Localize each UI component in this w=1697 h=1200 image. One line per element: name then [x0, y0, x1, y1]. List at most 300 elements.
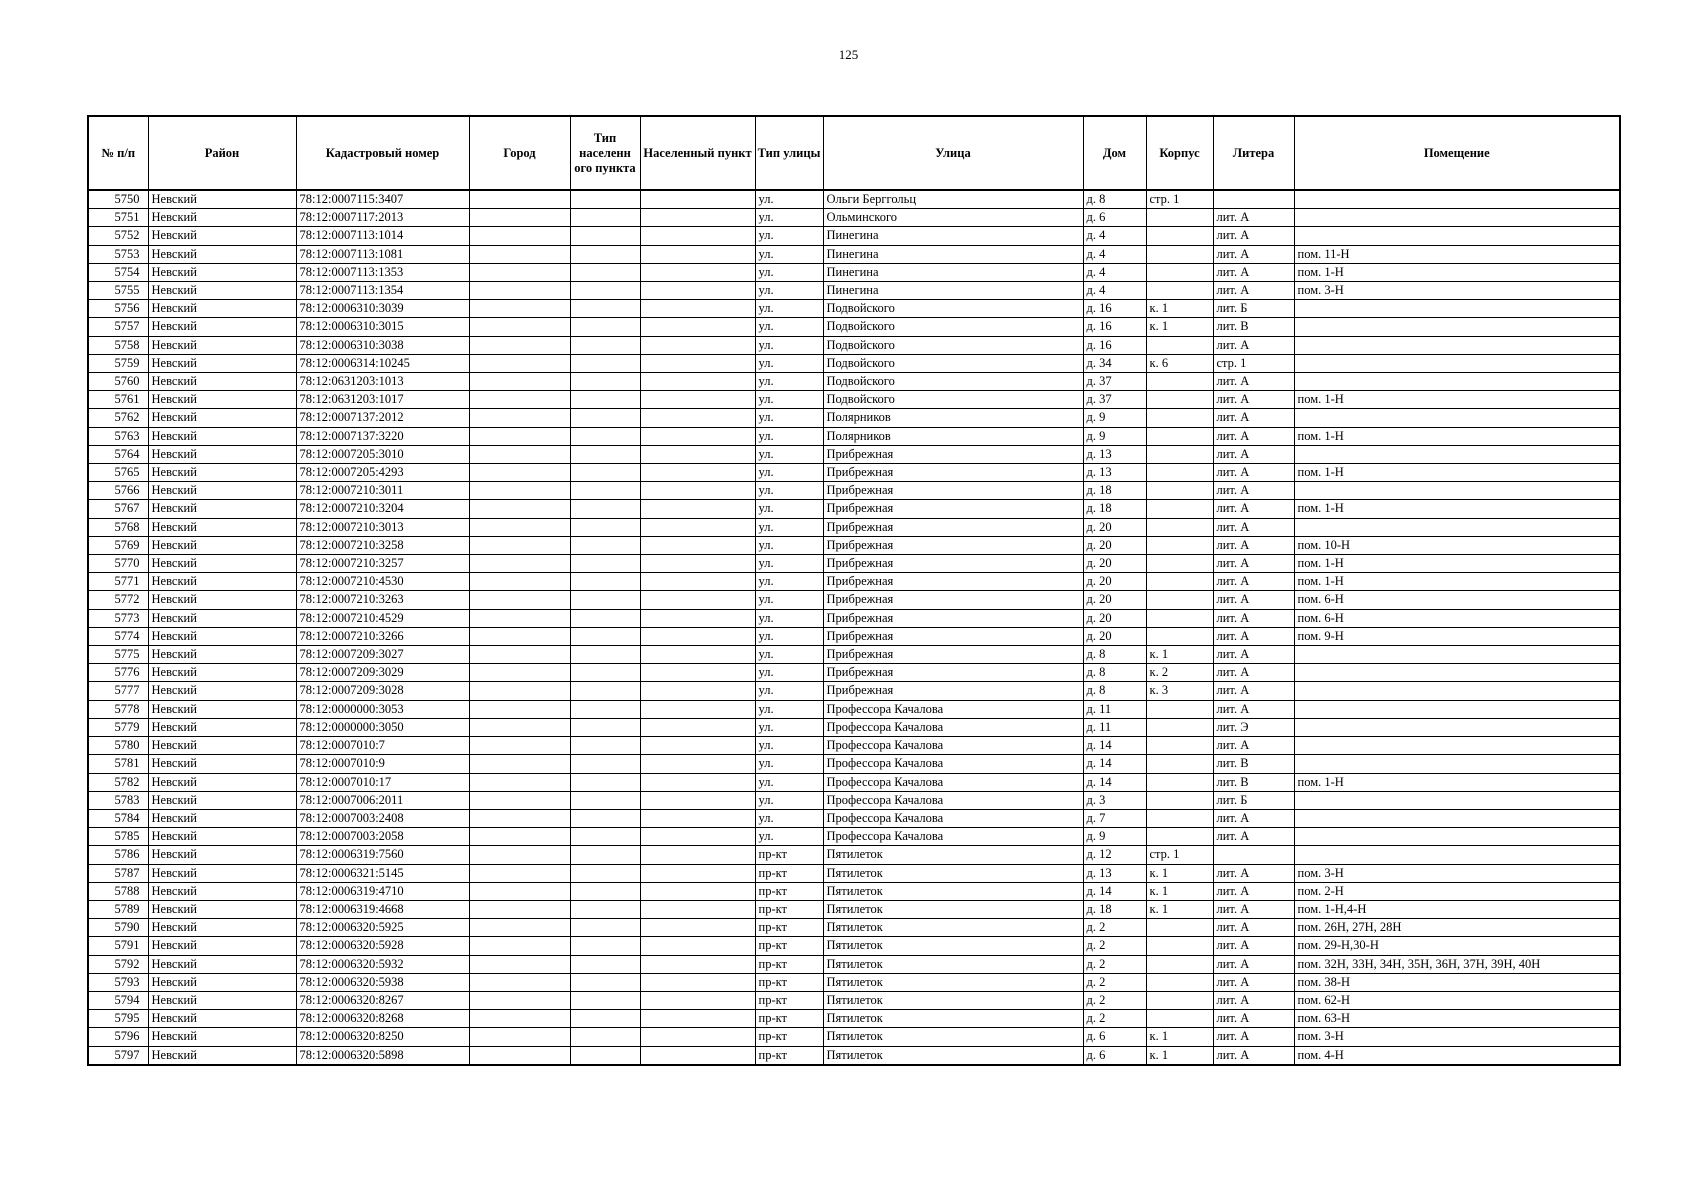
cell-letter: лит. А — [1213, 919, 1294, 937]
cell-settlement — [640, 209, 755, 227]
cell-settlement-type — [570, 627, 640, 645]
cell-settlement-type — [570, 646, 640, 664]
cell-street-type: ул. — [755, 755, 823, 773]
cell-settlement — [640, 682, 755, 700]
cell-city — [469, 209, 570, 227]
cell-settlement-type — [570, 755, 640, 773]
cell-street-type: ул. — [755, 354, 823, 372]
table-row — [88, 664, 1620, 682]
cell-city — [469, 354, 570, 372]
cell-cadastral-number: 78:12:0007137:2012 — [296, 409, 469, 427]
cell-settlement — [640, 864, 755, 882]
table-body — [88, 190, 1620, 1065]
cell-settlement-type — [570, 809, 640, 827]
cell-building — [1146, 500, 1213, 518]
cell-letter: лит. А — [1213, 955, 1294, 973]
cell-street: Полярников — [823, 409, 1083, 427]
cell-premises — [1294, 791, 1620, 809]
cell-cadastral-number: 78:12:0007113:1354 — [296, 282, 469, 300]
cell-letter: лит. А — [1213, 609, 1294, 627]
cell-letter: лит. А — [1213, 500, 1294, 518]
cell-city — [469, 1046, 570, 1065]
cell-number: 5773 — [88, 609, 148, 627]
cell-street: Профессора Качалова — [823, 737, 1083, 755]
col-header-district: Район — [148, 116, 296, 190]
cell-building — [1146, 718, 1213, 736]
cell-street: Профессора Качалова — [823, 700, 1083, 718]
cell-settlement — [640, 664, 755, 682]
cell-settlement-type — [570, 846, 640, 864]
cell-building — [1146, 755, 1213, 773]
cell-street: Пятилеток — [823, 919, 1083, 937]
cell-settlement-type — [570, 245, 640, 263]
cell-city — [469, 427, 570, 445]
cell-house: д. 7 — [1083, 809, 1146, 827]
cell-house: д. 18 — [1083, 900, 1146, 918]
cell-building — [1146, 336, 1213, 354]
cell-settlement-type — [570, 718, 640, 736]
cell-settlement-type — [570, 973, 640, 991]
cell-district: Невский — [148, 955, 296, 973]
cell-premises: пом. 26Н, 27Н, 28Н — [1294, 919, 1620, 937]
cell-street-type: пр-кт — [755, 973, 823, 991]
cell-street-type: ул. — [755, 555, 823, 573]
cell-settlement — [640, 937, 755, 955]
cell-settlement-type — [570, 227, 640, 245]
cell-street-type: ул. — [755, 536, 823, 554]
cell-settlement — [640, 646, 755, 664]
cell-house: д. 2 — [1083, 973, 1146, 991]
cell-street: Пятилеток — [823, 955, 1083, 973]
cell-city — [469, 919, 570, 937]
cell-letter: лит. А — [1213, 482, 1294, 500]
cell-district: Невский — [148, 555, 296, 573]
cell-settlement-type — [570, 937, 640, 955]
cell-street: Пятилеток — [823, 991, 1083, 1009]
table-row — [88, 591, 1620, 609]
cell-city — [469, 773, 570, 791]
cell-premises: пом. 10-Н — [1294, 536, 1620, 554]
cell-settlement-type — [570, 518, 640, 536]
cell-premises: пом. 3-Н — [1294, 864, 1620, 882]
cell-building: к. 3 — [1146, 682, 1213, 700]
cell-street-type: пр-кт — [755, 1046, 823, 1065]
cell-street: Прибрежная — [823, 627, 1083, 645]
cell-city — [469, 937, 570, 955]
cell-cadastral-number: 78:12:0007210:4530 — [296, 573, 469, 591]
cell-house: д. 9 — [1083, 427, 1146, 445]
cell-street: Ольги Берггольц — [823, 190, 1083, 209]
cell-settlement-type — [570, 190, 640, 209]
cell-settlement — [640, 1046, 755, 1065]
cell-city — [469, 973, 570, 991]
cell-settlement-type — [570, 700, 640, 718]
table-row — [88, 336, 1620, 354]
cell-street-type: ул. — [755, 227, 823, 245]
cell-city — [469, 464, 570, 482]
col-header-number: № п/п — [88, 116, 148, 190]
cell-building — [1146, 955, 1213, 973]
cell-settlement-type — [570, 500, 640, 518]
cell-cadastral-number: 78:12:0006320:8268 — [296, 1010, 469, 1028]
cell-street-type: ул. — [755, 318, 823, 336]
cell-district: Невский — [148, 609, 296, 627]
cell-settlement-type — [570, 464, 640, 482]
cell-street-type: ул. — [755, 809, 823, 827]
cell-premises — [1294, 409, 1620, 427]
table-header — [88, 116, 1620, 190]
cell-building — [1146, 609, 1213, 627]
cell-cadastral-number: 78:12:0006320:5932 — [296, 955, 469, 973]
cell-house: д. 11 — [1083, 718, 1146, 736]
cell-cadastral-number: 78:12:0006320:8250 — [296, 1028, 469, 1046]
table-row — [88, 755, 1620, 773]
cell-number: 5795 — [88, 1010, 148, 1028]
cell-premises — [1294, 300, 1620, 318]
cell-district: Невский — [148, 682, 296, 700]
cell-house: д. 2 — [1083, 937, 1146, 955]
cell-street: Прибрежная — [823, 518, 1083, 536]
col-header-street: Улица — [823, 116, 1083, 190]
cell-street: Профессора Качалова — [823, 773, 1083, 791]
cell-street: Прибрежная — [823, 555, 1083, 573]
cell-street-type: пр-кт — [755, 919, 823, 937]
cell-district: Невский — [148, 445, 296, 463]
table-row — [88, 828, 1620, 846]
cell-number: 5771 — [88, 573, 148, 591]
cell-number: 5790 — [88, 919, 148, 937]
col-header-settlement: Населенный пункт — [640, 116, 755, 190]
cell-settlement — [640, 955, 755, 973]
cell-number: 5793 — [88, 973, 148, 991]
cell-premises — [1294, 737, 1620, 755]
cell-number: 5784 — [88, 809, 148, 827]
cell-city — [469, 700, 570, 718]
cell-letter: лит. А — [1213, 700, 1294, 718]
col-header-building: Корпус — [1146, 116, 1213, 190]
cell-number: 5794 — [88, 991, 148, 1009]
cell-house: д. 8 — [1083, 190, 1146, 209]
table-row — [88, 318, 1620, 336]
cell-settlement — [640, 900, 755, 918]
cell-settlement — [640, 973, 755, 991]
cell-letter: лит. А — [1213, 937, 1294, 955]
cell-district: Невский — [148, 373, 296, 391]
cell-cadastral-number: 78:12:0006319:4668 — [296, 900, 469, 918]
cell-letter: лит. А — [1213, 809, 1294, 827]
cell-street-type: ул. — [755, 427, 823, 445]
cell-letter: лит. А — [1213, 336, 1294, 354]
cell-settlement — [640, 536, 755, 554]
header-row — [88, 116, 1620, 190]
cell-house: д. 37 — [1083, 391, 1146, 409]
cell-street: Прибрежная — [823, 682, 1083, 700]
cell-settlement-type — [570, 882, 640, 900]
col-header-premises: Помещение — [1294, 116, 1620, 190]
cell-letter: лит. А — [1213, 227, 1294, 245]
cell-district: Невский — [148, 427, 296, 445]
table-row — [88, 919, 1620, 937]
cell-settlement-type — [570, 900, 640, 918]
cell-district: Невский — [148, 354, 296, 372]
cell-house: д. 13 — [1083, 864, 1146, 882]
cell-cadastral-number: 78:12:0007010:7 — [296, 737, 469, 755]
cell-letter: лит. В — [1213, 318, 1294, 336]
cell-letter: лит. А — [1213, 1010, 1294, 1028]
cell-settlement-type — [570, 664, 640, 682]
cell-district: Невский — [148, 919, 296, 937]
cell-number: 5787 — [88, 864, 148, 882]
cell-number: 5766 — [88, 482, 148, 500]
cell-number: 5757 — [88, 318, 148, 336]
cell-building: стр. 1 — [1146, 190, 1213, 209]
cell-cadastral-number: 78:12:0007113:1353 — [296, 263, 469, 281]
col-header-street-type: Тип улицы — [755, 116, 823, 190]
cell-premises: пом. 1-Н,4-Н — [1294, 900, 1620, 918]
cell-settlement-type — [570, 591, 640, 609]
cell-street-type: ул. — [755, 373, 823, 391]
cell-premises — [1294, 755, 1620, 773]
cell-district: Невский — [148, 1028, 296, 1046]
cell-premises: пом. 1-Н — [1294, 263, 1620, 281]
cell-premises — [1294, 700, 1620, 718]
cell-cadastral-number: 78:12:0631203:1013 — [296, 373, 469, 391]
cell-district: Невский — [148, 190, 296, 209]
cell-street-type: пр-кт — [755, 937, 823, 955]
cell-settlement-type — [570, 409, 640, 427]
cell-premises — [1294, 336, 1620, 354]
cell-city — [469, 1010, 570, 1028]
cell-street: Профессора Качалова — [823, 718, 1083, 736]
cell-city — [469, 318, 570, 336]
cell-street-type: пр-кт — [755, 846, 823, 864]
cell-premises — [1294, 482, 1620, 500]
cell-street-type: ул. — [755, 791, 823, 809]
cell-cadastral-number: 78:12:0007210:4529 — [296, 609, 469, 627]
cell-settlement — [640, 263, 755, 281]
cell-premises — [1294, 809, 1620, 827]
cell-number: 5756 — [88, 300, 148, 318]
cell-settlement-type — [570, 682, 640, 700]
cell-building — [1146, 973, 1213, 991]
table-row — [88, 573, 1620, 591]
cell-building — [1146, 627, 1213, 645]
cell-cadastral-number: 78:12:0006310:3038 — [296, 336, 469, 354]
cell-letter: лит. А — [1213, 646, 1294, 664]
cell-house: д. 6 — [1083, 1028, 1146, 1046]
cell-street: Прибрежная — [823, 646, 1083, 664]
cell-building — [1146, 700, 1213, 718]
cell-city — [469, 391, 570, 409]
cell-building — [1146, 263, 1213, 281]
cell-building: к. 1 — [1146, 900, 1213, 918]
cell-building: к. 1 — [1146, 882, 1213, 900]
cell-cadastral-number: 78:12:0006319:7560 — [296, 846, 469, 864]
cell-letter: лит. А — [1213, 1028, 1294, 1046]
cell-cadastral-number: 78:12:0006321:5145 — [296, 864, 469, 882]
cell-cadastral-number: 78:12:0631203:1017 — [296, 391, 469, 409]
cell-settlement-type — [570, 300, 640, 318]
cell-district: Невский — [148, 482, 296, 500]
cell-house: д. 37 — [1083, 373, 1146, 391]
cell-premises: пом. 4-Н — [1294, 1046, 1620, 1065]
cell-city — [469, 1028, 570, 1046]
cell-building — [1146, 536, 1213, 554]
cell-street: Прибрежная — [823, 464, 1083, 482]
cell-number: 5789 — [88, 900, 148, 918]
table-row — [88, 864, 1620, 882]
cell-city — [469, 373, 570, 391]
cell-street: Пятилеток — [823, 973, 1083, 991]
cell-building — [1146, 373, 1213, 391]
cell-building — [1146, 828, 1213, 846]
cell-street-type: ул. — [755, 336, 823, 354]
cell-city — [469, 846, 570, 864]
cell-letter: лит. А — [1213, 973, 1294, 991]
cell-building: стр. 1 — [1146, 846, 1213, 864]
cell-letter: лит. В — [1213, 755, 1294, 773]
cell-premises: пом. 6-Н — [1294, 591, 1620, 609]
cell-cadastral-number: 78:12:0000000:3050 — [296, 718, 469, 736]
cell-cadastral-number: 78:12:0007209:3029 — [296, 664, 469, 682]
cell-letter: лит. А — [1213, 391, 1294, 409]
cell-district: Невский — [148, 664, 296, 682]
col-header-cadastral-number: Кадастровый номер — [296, 116, 469, 190]
cell-premises: пом. 1-Н — [1294, 573, 1620, 591]
cell-city — [469, 646, 570, 664]
cell-district: Невский — [148, 209, 296, 227]
cell-street: Прибрежная — [823, 609, 1083, 627]
cell-street: Профессора Качалова — [823, 828, 1083, 846]
cell-district: Невский — [148, 737, 296, 755]
cell-number: 5754 — [88, 263, 148, 281]
cell-district: Невский — [148, 1046, 296, 1065]
cell-settlement — [640, 245, 755, 263]
cell-premises: пом. 1-Н — [1294, 555, 1620, 573]
cell-cadastral-number: 78:12:0007205:3010 — [296, 445, 469, 463]
cell-number: 5770 — [88, 555, 148, 573]
cell-premises — [1294, 227, 1620, 245]
cell-premises — [1294, 445, 1620, 463]
cell-district: Невский — [148, 391, 296, 409]
cell-settlement — [640, 500, 755, 518]
cell-city — [469, 864, 570, 882]
cell-letter: лит. А — [1213, 900, 1294, 918]
cell-cadastral-number: 78:12:0007210:3263 — [296, 591, 469, 609]
cell-letter: лит. А — [1213, 573, 1294, 591]
cell-settlement-type — [570, 1046, 640, 1065]
cell-cadastral-number: 78:12:0007210:3011 — [296, 482, 469, 500]
registry-table — [87, 115, 1621, 1066]
cell-street: Подвойского — [823, 354, 1083, 372]
cell-street: Прибрежная — [823, 536, 1083, 554]
cell-settlement — [640, 555, 755, 573]
cell-building — [1146, 482, 1213, 500]
cell-house: д. 8 — [1083, 646, 1146, 664]
cell-house: д. 20 — [1083, 609, 1146, 627]
table-row — [88, 937, 1620, 955]
cell-building — [1146, 1010, 1213, 1028]
cell-building: к. 6 — [1146, 354, 1213, 372]
cell-cadastral-number: 78:12:0006314:10245 — [296, 354, 469, 372]
cell-settlement — [640, 518, 755, 536]
cell-district: Невский — [148, 646, 296, 664]
cell-premises: пом. 1-Н — [1294, 427, 1620, 445]
cell-settlement-type — [570, 354, 640, 372]
cell-settlement-type — [570, 482, 640, 500]
cell-street: Прибрежная — [823, 591, 1083, 609]
cell-number: 5762 — [88, 409, 148, 427]
cell-street-type: ул. — [755, 737, 823, 755]
cell-street-type: ул. — [755, 263, 823, 281]
cell-district: Невский — [148, 409, 296, 427]
cell-street: Подвойского — [823, 391, 1083, 409]
cell-number: 5777 — [88, 682, 148, 700]
table-row — [88, 245, 1620, 263]
cell-settlement-type — [570, 919, 640, 937]
cell-street: Профессора Качалова — [823, 755, 1083, 773]
cell-house: д. 4 — [1083, 227, 1146, 245]
cell-district: Невский — [148, 937, 296, 955]
cell-district: Невский — [148, 846, 296, 864]
cell-number: 5763 — [88, 427, 148, 445]
cell-house: д. 3 — [1083, 791, 1146, 809]
cell-settlement-type — [570, 609, 640, 627]
cell-settlement — [640, 464, 755, 482]
cell-number: 5785 — [88, 828, 148, 846]
cell-street: Подвойского — [823, 318, 1083, 336]
cell-city — [469, 518, 570, 536]
cell-district: Невский — [148, 900, 296, 918]
cell-settlement-type — [570, 536, 640, 554]
page-number: 125 — [838, 47, 859, 62]
cell-letter: стр. 1 — [1213, 354, 1294, 372]
table-row — [88, 1028, 1620, 1046]
cell-building — [1146, 991, 1213, 1009]
cell-cadastral-number: 78:12:0007210:3013 — [296, 518, 469, 536]
cell-street: Пинегина — [823, 227, 1083, 245]
cell-settlement-type — [570, 263, 640, 281]
cell-premises — [1294, 646, 1620, 664]
cell-district: Невский — [148, 300, 296, 318]
cell-premises: пом. 38-Н — [1294, 973, 1620, 991]
cell-street: Пинегина — [823, 263, 1083, 281]
cell-city — [469, 900, 570, 918]
cell-cadastral-number: 78:12:0007210:3266 — [296, 627, 469, 645]
cell-building — [1146, 409, 1213, 427]
cell-street: Пятилеток — [823, 937, 1083, 955]
cell-district: Невский — [148, 882, 296, 900]
cell-premises: пом. 1-Н — [1294, 500, 1620, 518]
table-row — [88, 646, 1620, 664]
cell-settlement — [640, 427, 755, 445]
cell-city — [469, 536, 570, 554]
cell-city — [469, 591, 570, 609]
table-row — [88, 1010, 1620, 1028]
cell-district: Невский — [148, 828, 296, 846]
cell-street: Полярников — [823, 427, 1083, 445]
cell-premises — [1294, 828, 1620, 846]
cell-settlement-type — [570, 1028, 640, 1046]
cell-street-type: ул. — [755, 190, 823, 209]
cell-district: Невский — [148, 263, 296, 281]
cell-number: 5768 — [88, 518, 148, 536]
cell-building — [1146, 282, 1213, 300]
cell-settlement-type — [570, 445, 640, 463]
cell-street: Прибрежная — [823, 482, 1083, 500]
cell-number: 5760 — [88, 373, 148, 391]
cell-cadastral-number: 78:12:0007003:2408 — [296, 809, 469, 827]
